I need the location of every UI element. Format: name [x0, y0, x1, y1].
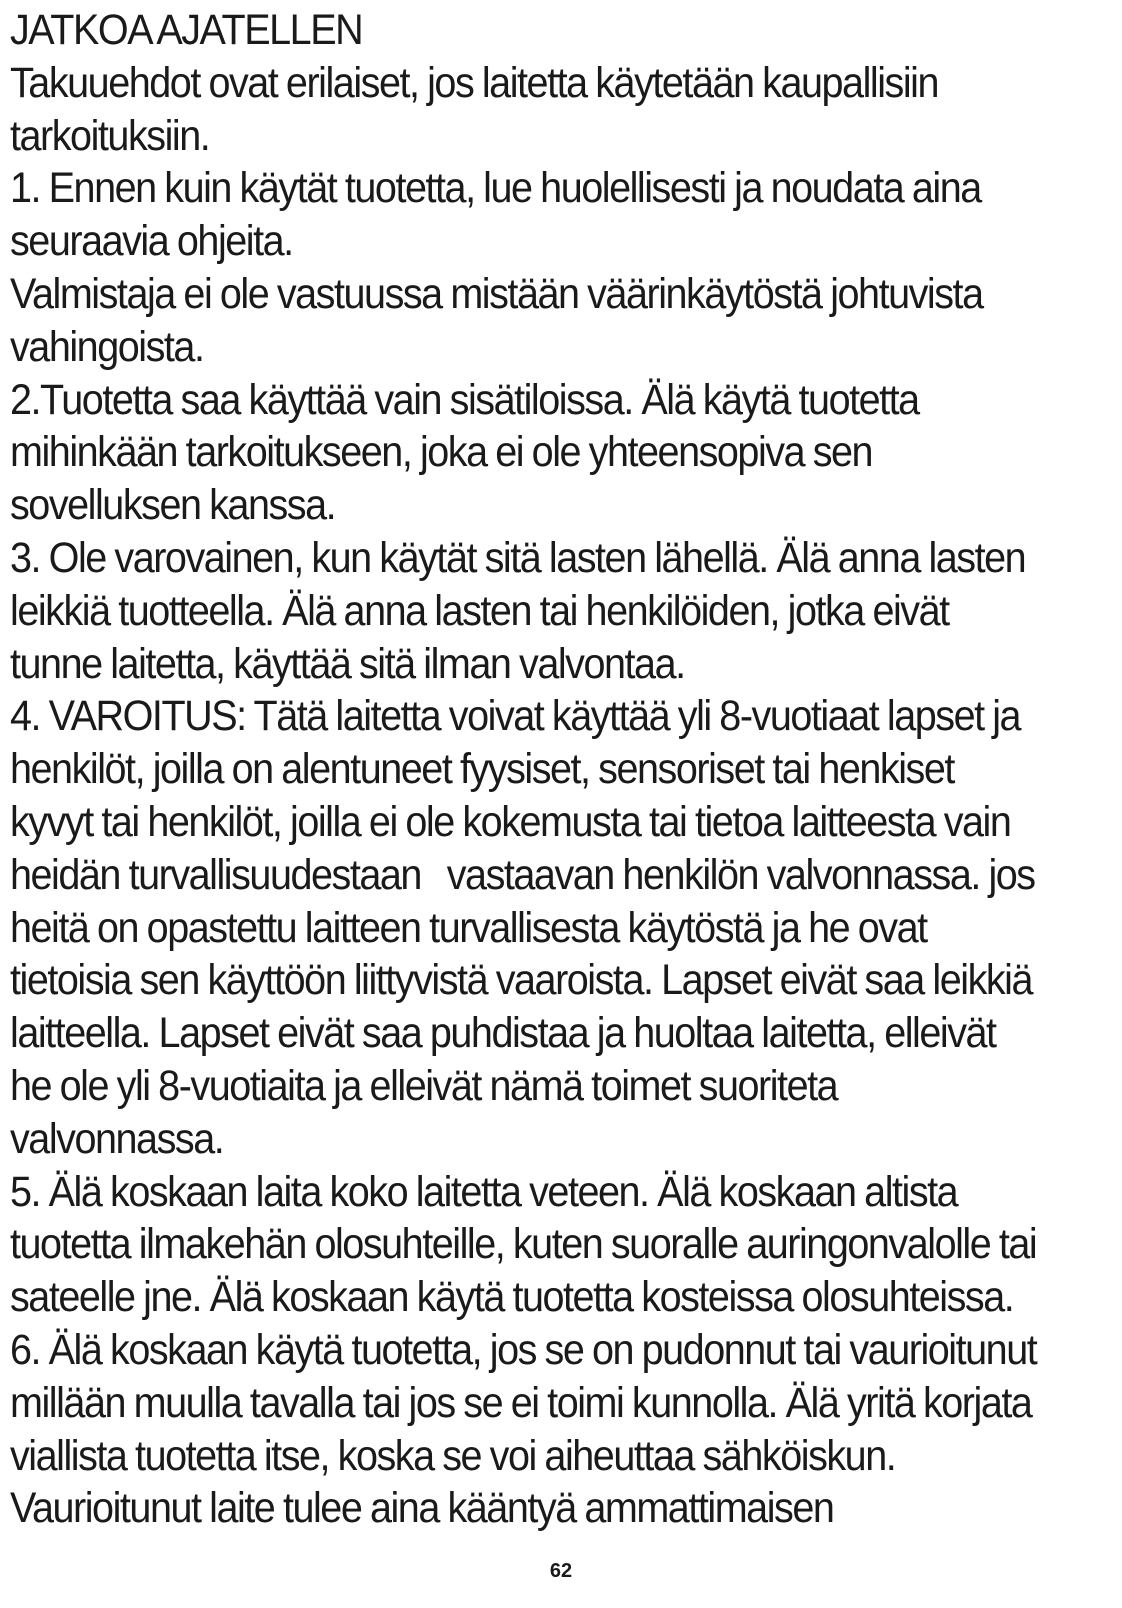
text-line: laitteella. Lapset eivät saa puhdistaa ja huoltaa laitetta, elleivät [10, 1009, 996, 1058]
text-line: 1. Ennen kuin käytät tuotetta, lue huolellisesti ja noudata aina [10, 164, 981, 213]
text-line: Vaurioitunut laite tulee aina kääntyä ammattimaisen [10, 1484, 834, 1533]
text-line: leikkiä tuotteella. Älä anna lasten tai henkilöiden, jotka eivät [10, 586, 949, 635]
text-line: 3. Ole varovainen, kun käytät sitä lasten lähellä. Älä anna lasten [10, 533, 1026, 582]
text-line: tarkoituksiin. [10, 111, 210, 160]
text-line: tietoisia sen käyttöön liittyvistä vaaroista. Lapset eivät saa leikkiä [10, 956, 1033, 1005]
text-line: sovelluksen kanssa. [10, 481, 336, 530]
text-line: heitä on opastettu laitteen turvallisesta käytöstä ja he ovat [10, 903, 927, 952]
text-line: Valmistaja ei ole vastuussa mistään väärinkäytöstä johtuvista [10, 269, 983, 318]
text-line: henkilöt, joilla on alentuneet fyysiset, sensoriset tai henkiset [10, 745, 954, 794]
text-line: valvonnassa. [10, 1114, 224, 1163]
text-line: he ole yli 8-vuotiaita ja elleivät nämä toimet suoriteta [10, 1061, 838, 1110]
text-line: millään muulla tavalla tai jos se ei toimi kunnolla. Älä yritä korjata [10, 1378, 1032, 1427]
text-line: tuotetta ilmakehän olosuhteille, kuten suoralle auringonvalolle tai [10, 1220, 1037, 1269]
text-line: 2.Tuotetta saa käyttää vain sisätiloissa. Älä käytä tuotetta [10, 375, 919, 424]
text-line: heidän turvallisuudestaan vastaavan henkilön valvonnassa. jos [10, 850, 1035, 899]
text-line: kyvyt tai henkilöt, joilla ei ole kokemusta tai tietoa laitteesta vain [10, 797, 1011, 846]
text-line: 5. Älä koskaan laita koko laitetta veteen. Älä koskaan altista [10, 1167, 958, 1216]
text-line: mihinkään tarkoitukseen, joka ei ole yhteensopiva sen [10, 428, 873, 477]
text-line: tunne laitetta, käyttää sitä ilman valvontaa. [10, 639, 685, 688]
text-line: seuraavia ohjeita. [10, 217, 293, 266]
text-line: viallista tuotetta itse, koska se voi aiheuttaa sähköiskun. [10, 1431, 896, 1480]
text-line: vahingoista. [10, 322, 204, 371]
text-line: Takuuehdot ovat erilaiset, jos laitetta käytetään kaupallisiin [10, 58, 938, 107]
text-line: 6. Älä koskaan käytä tuotetta, jos se on pudonnut tai vaurioitunut [10, 1325, 1037, 1374]
page-number: 62 [549, 1560, 573, 1582]
body-text [10, 4, 1037, 1535]
text-line: 4. VAROITUS: Tätä laitetta voivat käyttää yli 8-vuotiaat lapset ja [10, 692, 1021, 741]
section-heading: JATKOA AJATELLEN [10, 6, 363, 54]
text-line: sateelle jne. Älä koskaan käytä tuotetta kosteissa olosuhteissa. [10, 1273, 1014, 1322]
